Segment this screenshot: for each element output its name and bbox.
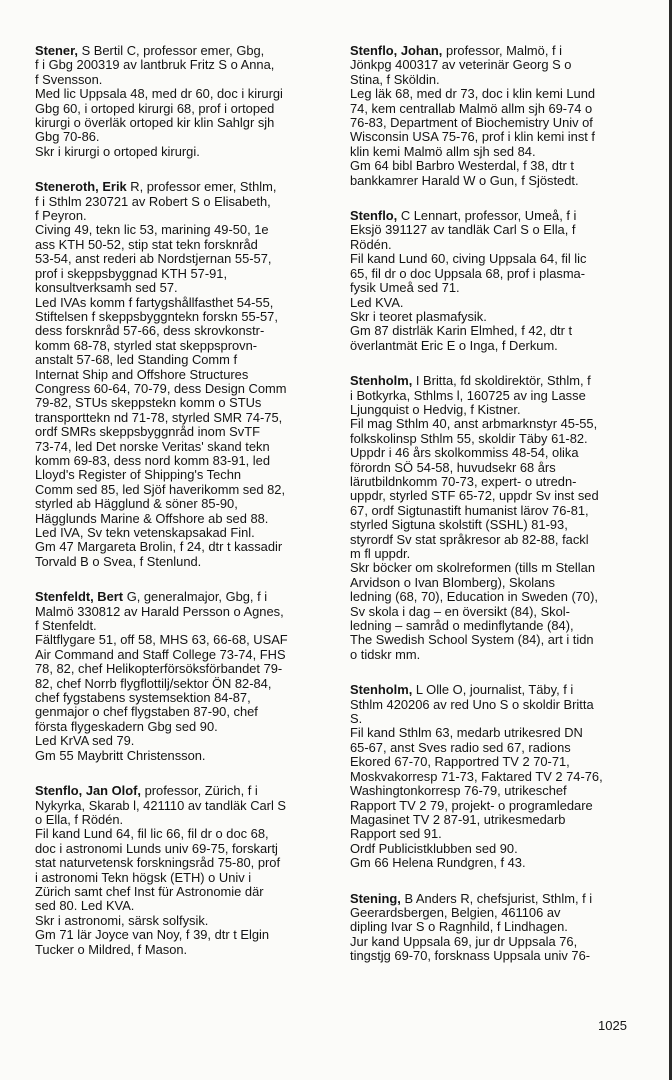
entry-text-line: m fl uppdr.	[350, 546, 411, 561]
entry-text-line: Led KrVA sed 79.	[35, 733, 135, 749]
entry-stenholm-britta	[350, 374, 650, 662]
entry-text-line: 73-74, led Det norske Veritas' skand tekn	[35, 438, 270, 454]
entry-text-line: Torvald B o Svea, f Stenlund.	[35, 553, 202, 569]
entry-text-line: Gbg 70-86.	[35, 129, 100, 145]
entry-text-line: Washingtonkorresp 76-79, utrikeschef	[350, 783, 567, 799]
entry-text-line: R, professor emer, Sthlm,	[126, 179, 277, 195]
entry-text-line: Gm 71 lär Joyce van Noy, f 39, dtr t Elgin	[35, 927, 270, 943]
entry-text-line: genmajor o chef flygstaben 87-90, chef	[35, 704, 258, 720]
entry-text-line: 82, chef Norrb flygflottilj/sektor ÖN 82-84,	[35, 675, 272, 691]
entry-text-line: Moskvakorresp 71-73, Faktared TV 2 74-76,	[350, 768, 603, 784]
entry-text-line: komm 69-83, dess nord komm 83-91, led	[35, 452, 271, 468]
entry-text-line: 78, 82, chef Helikopterförsöksförbandet 79-	[35, 661, 283, 677]
entry-text-line: doc i astronomi Lunds univ 69-75, forskartj	[35, 840, 278, 856]
entry-text-line: dipling Ivar S o Ragnhild, f Lindhagen.	[350, 919, 568, 935]
entry-text-line: Geerardsbergen, Belgien, 461106 av	[350, 904, 561, 920]
entry-steneroth	[35, 180, 335, 569]
entry-stenflo-jan-olof	[35, 784, 335, 957]
entry-text-line: styrordf Sv stat språkresor ab 82-88, fackl	[350, 531, 589, 547]
entry-text-line: f i Sthlm 230721 av Robert S o Elisabeth,	[35, 193, 271, 209]
entry-text-line: Lloyd's Register of Shipping's Techn	[35, 467, 242, 483]
entry-text-line: bankkamrer Harald W o Gun, f Sjöstedt.	[350, 172, 579, 188]
entry-text-line: ledning (68, 70), Education in Sweden (70),	[350, 589, 598, 605]
entry-text-line: Uppdr i 46 års skolkommiss 48-54, olika	[350, 445, 579, 461]
entry-text-line: Gm 87 distrläk Karin Elmhed, f 42, dtr t	[350, 323, 573, 339]
entry-text-line: B Anders R, chefsjurist, Sthlm, f i	[400, 890, 593, 906]
right-column	[350, 44, 650, 985]
entry-text-line: Rapport TV 2 79, projekt- o programledare	[350, 797, 593, 813]
entry-text-line: Ordf Publicistklubben sed 90.	[350, 840, 518, 856]
entry-text-line: Gm 66 Helena Rundgren, f 43.	[350, 855, 526, 871]
entry-name: Stenflo, Jan Olof,	[35, 783, 141, 799]
entry-text-line: Ljungquist o Hedvig, f Kistner.	[350, 401, 521, 417]
entry-text-line: tingstjg 69-70, forsknass Uppsala univ 76-	[350, 948, 591, 964]
entry-text-line: Hägglunds Marine & Offshore ab sed 88.	[35, 510, 269, 526]
entry-text-line: 65, fil dr o doc Uppsala 68, prof i plasma-	[350, 265, 586, 281]
entry-text-line: styrled ab Hägglund & söner 85-90,	[35, 496, 238, 512]
entry-name: Stening,	[350, 890, 401, 906]
entry-text-line: chef fygstabens systemsektion 84-87,	[35, 690, 251, 706]
entry-text-line: Gbg 60, i ortoped kirurgi 68, prof i ortoped	[35, 100, 275, 116]
entry-text-line: klin kemi Malmö allm sjh sed 84.	[350, 143, 536, 159]
entry-text-line: uppdr, styrled STF 65-72, uppdr Sv inst sed	[350, 488, 599, 504]
entry-text-line: styrled Sigtuna skolstift (SSHL) 81-93,	[350, 517, 568, 533]
entry-text-line: Rapport sed 91.	[350, 826, 442, 842]
entry-text-line: ordf SMRs skeppsbyggnråd inom SvTF	[35, 424, 260, 440]
entry-text-line: Gm 64 bibl Barbro Westerdal, f 38, dtr t	[350, 158, 575, 174]
entry-text-line: komm 68-78, styrled stat skeppsprovn-	[35, 337, 258, 353]
entry-text-line: Stiftelsen f skeppsbyggntekn forskn 55-57,	[35, 308, 278, 324]
entry-text-line: Fil mag Sthlm 40, anst arbmarknstyr 45-55,	[350, 416, 598, 432]
entry-stening	[350, 892, 650, 964]
entry-text-line: L Olle O, journalist, Täby, f i	[412, 682, 574, 698]
entry-stenholm-olle	[350, 683, 650, 870]
entry-text-line: The Swedish School System (84), art i tidn	[350, 632, 594, 648]
entry-text-line: Rödén.	[350, 236, 392, 252]
entry-text-line: kirurgi o överläk ortoped kir klin Sahlgr sjh	[35, 115, 275, 131]
entry-text-line: 67, ordf Sigtunastift humanist lärov 76-81,	[350, 502, 589, 518]
entry-text-line: I Britta, fd skoldirektör, Sthlm, f	[412, 373, 591, 389]
entry-text-line: f Stenfeldt.	[35, 618, 97, 634]
entry-text-line: Magasinet TV 2 87-91, utrikesmedarb	[350, 811, 566, 827]
entry-text-line: C Lennart, professor, Umeå, f i	[397, 208, 577, 224]
entry-text-line: Civing 49, tekn lic 53, marining 49-50, 1e	[35, 222, 269, 238]
entry-text-line: f i Gbg 200319 av lantbruk Fritz S o Anna,	[35, 57, 275, 73]
entry-stenflo-lennart	[350, 209, 650, 353]
entry-text-line: Led IVAs komm f fartygshållfasthet 54-55,	[35, 294, 274, 310]
entry-text-line: Zürich samt chef Inst für Astronomie där	[35, 883, 264, 899]
entry-text-line: Jönkpg 400317 av veterinär Georg S o	[350, 57, 572, 73]
entry-text-line: i Botkyrka, Sthlms l, 160725 av ing Lasse	[350, 387, 586, 403]
entry-text-line: ass KTH 50-52, stip stat tekn forsknråd	[35, 236, 258, 252]
entry-text-line: Air Command and Staff College 73-74, FHS	[35, 646, 286, 662]
entry-text-line: Ekored 67-70, Rapportred TV 2 70-71,	[350, 754, 570, 770]
entry-text-line: Fil kand Lund 60, civing Uppsala 64, fil lic	[350, 251, 587, 267]
entry-text-line: Arvidson o Ivan Blomberg), Skolans	[350, 574, 555, 590]
entry-text-line: Sthlm 420206 av red Uno S o skoldir Britta	[350, 696, 594, 712]
entry-text-line: ledning – samråd o medinflytande (84),	[350, 618, 574, 634]
entry-text-line: 65-67, anst Sves radio sed 67, radions	[350, 739, 571, 755]
entry-text-line: f Svensson.	[35, 71, 103, 87]
entry-text-line: Internat Ship and Offshore Structures	[35, 366, 249, 382]
entry-text-line: professor, Malmö, f i	[442, 43, 563, 58]
entry-text-line: Fil kand Lund 64, fil lic 66, fil dr o doc 68,	[35, 826, 269, 842]
entry-name: Stenfeldt, Bert	[35, 589, 124, 605]
entry-text-line: Led IVA, Sv tekn vetenskapsakad Finl.	[35, 525, 255, 540]
entry-text-line: Led KVA.	[350, 294, 404, 310]
entry-name: Steneroth, Erik	[35, 179, 127, 195]
entry-text-line: f Peyron.	[35, 208, 87, 224]
entry-text-line: Gm 55 Maybritt Christensson.	[35, 747, 206, 763]
left-column	[35, 44, 335, 978]
entry-text-line: S.	[350, 711, 363, 727]
entry-stener	[35, 44, 335, 159]
entry-text-line: stat naturvetensk forskningsråd 75-80, prof	[35, 855, 281, 871]
entry-text-line: Med lic Uppsala 48, med dr 60, doc i kirurgi	[35, 86, 283, 102]
entry-text-line: Malmö 330812 av Harald Persson o Agnes,	[35, 603, 284, 619]
entry-text-line: 74, kem centrallab Malmö allm sjh 69-74 o	[350, 100, 593, 116]
entry-stenflo-johan	[350, 44, 650, 188]
entry-text-line: Skr i kirurgi o ortoped kirurgi.	[35, 143, 200, 159]
entry-text-line: första flygeskadern Gbg sed 90.	[35, 718, 218, 734]
entry-text-line: sed 80. Led KVA.	[35, 898, 135, 914]
entry-text-line: Congress 60-64, 70-79, dess Design Comm	[35, 380, 287, 396]
entry-text-line: Stina, f Sköldin.	[350, 71, 440, 87]
entry-text-line: överlantmät Eric E o Inga, f Derkum.	[350, 337, 558, 353]
entry-text-line: Sv skola i dag – en översikt (84), Skol-	[350, 603, 570, 619]
entry-text-line: anstalt 57-68, led Standing Comm f	[35, 352, 238, 368]
entry-text-line: 76-83, Department of Biochemistry Univ of	[350, 115, 593, 131]
entry-text-line: transporttekn nd 71-78, styrled SMR 74-75,	[35, 409, 283, 425]
entry-text-line: o tidskr mm.	[350, 646, 421, 662]
entry-name: Stener,	[35, 43, 78, 58]
entry-text-line: Tucker o Mildred, f Mason.	[35, 941, 188, 957]
entry-text-line: Skr i teoret plasmafysik.	[350, 308, 487, 324]
entry-text-line: förordn SÖ 54-58, huvudsekr 68 års	[350, 459, 556, 475]
entry-text-line: Jur kand Uppsala 69, jur dr Uppsala 76,	[350, 933, 578, 949]
page-number: 1025	[598, 1018, 627, 1033]
entry-text-line: Leg läk 68, med dr 73, doc i klin kemi Lund	[350, 86, 596, 102]
entry-text-line: G, generalmajor, Gbg, f i	[123, 589, 268, 605]
entry-text-line: 79-82, STUs skeppstekn komm o STUs	[35, 395, 262, 411]
entry-name: Stenflo,	[350, 208, 398, 224]
entry-stenfeldt	[35, 590, 335, 763]
entry-text-line: Fil kand Sthlm 63, medarb utrikesred DN	[350, 725, 583, 741]
entry-name: Stenholm,	[350, 373, 413, 389]
entry-text-line: Gm 47 Margareta Brolin, f 24, dtr t kassadir	[35, 539, 283, 555]
entry-text-line: Skr böcker om skolreformen (tills m Stellan	[350, 560, 595, 576]
entry-text-line: Eksjö 391127 av tandläk Carl S o Ella, f	[350, 222, 576, 238]
entry-text-line: 53-54, anst rederi ab Nordstjernan 55-57,	[35, 251, 272, 267]
entry-text-line: konsultverksamh sed 57.	[35, 280, 178, 296]
entry-text-line: Nykyrka, Skarab l, 421110 av tandläk Carl S	[35, 797, 287, 813]
entry-text-line: S Bertil C, professor emer, Gbg,	[78, 43, 265, 58]
entry-text-line: Fältflygare 51, off 58, MHS 63, 66-68, USAF	[35, 632, 288, 648]
entry-text-line: dess forsknråd 57-66, dess skrovkonstr-	[35, 323, 265, 339]
entry-text-line: lärutbildnkomm 70-73, expert- o utredn-	[350, 473, 577, 489]
entry-text-line: Comm sed 85, led Sjöf haverikomm sed 82,	[35, 481, 286, 497]
entry-name: Stenflo, Johan,	[350, 43, 443, 58]
entry-text-line: Wisconsin USA 75-76, prof i klin kemi inst f	[350, 129, 596, 145]
entry-text-line: o Ella, f Rödén.	[35, 811, 124, 827]
entry-text-line: Skr i astronomi, särsk solfysik.	[35, 912, 209, 928]
entry-text-line: fysik Umeå sed 71.	[350, 280, 460, 296]
entry-name: Stenholm,	[350, 682, 413, 698]
entry-text-line: professor, Zürich, f i	[141, 783, 258, 799]
entry-text-line: i astronomi Tekn högsk (ETH) o Univ i	[35, 869, 252, 885]
entry-text-line: folkskolinsp Sthlm 55, skoldir Täby 61-82.	[350, 430, 588, 446]
entry-text-line: prof i skeppsbyggnad KTH 57-91,	[35, 265, 228, 281]
